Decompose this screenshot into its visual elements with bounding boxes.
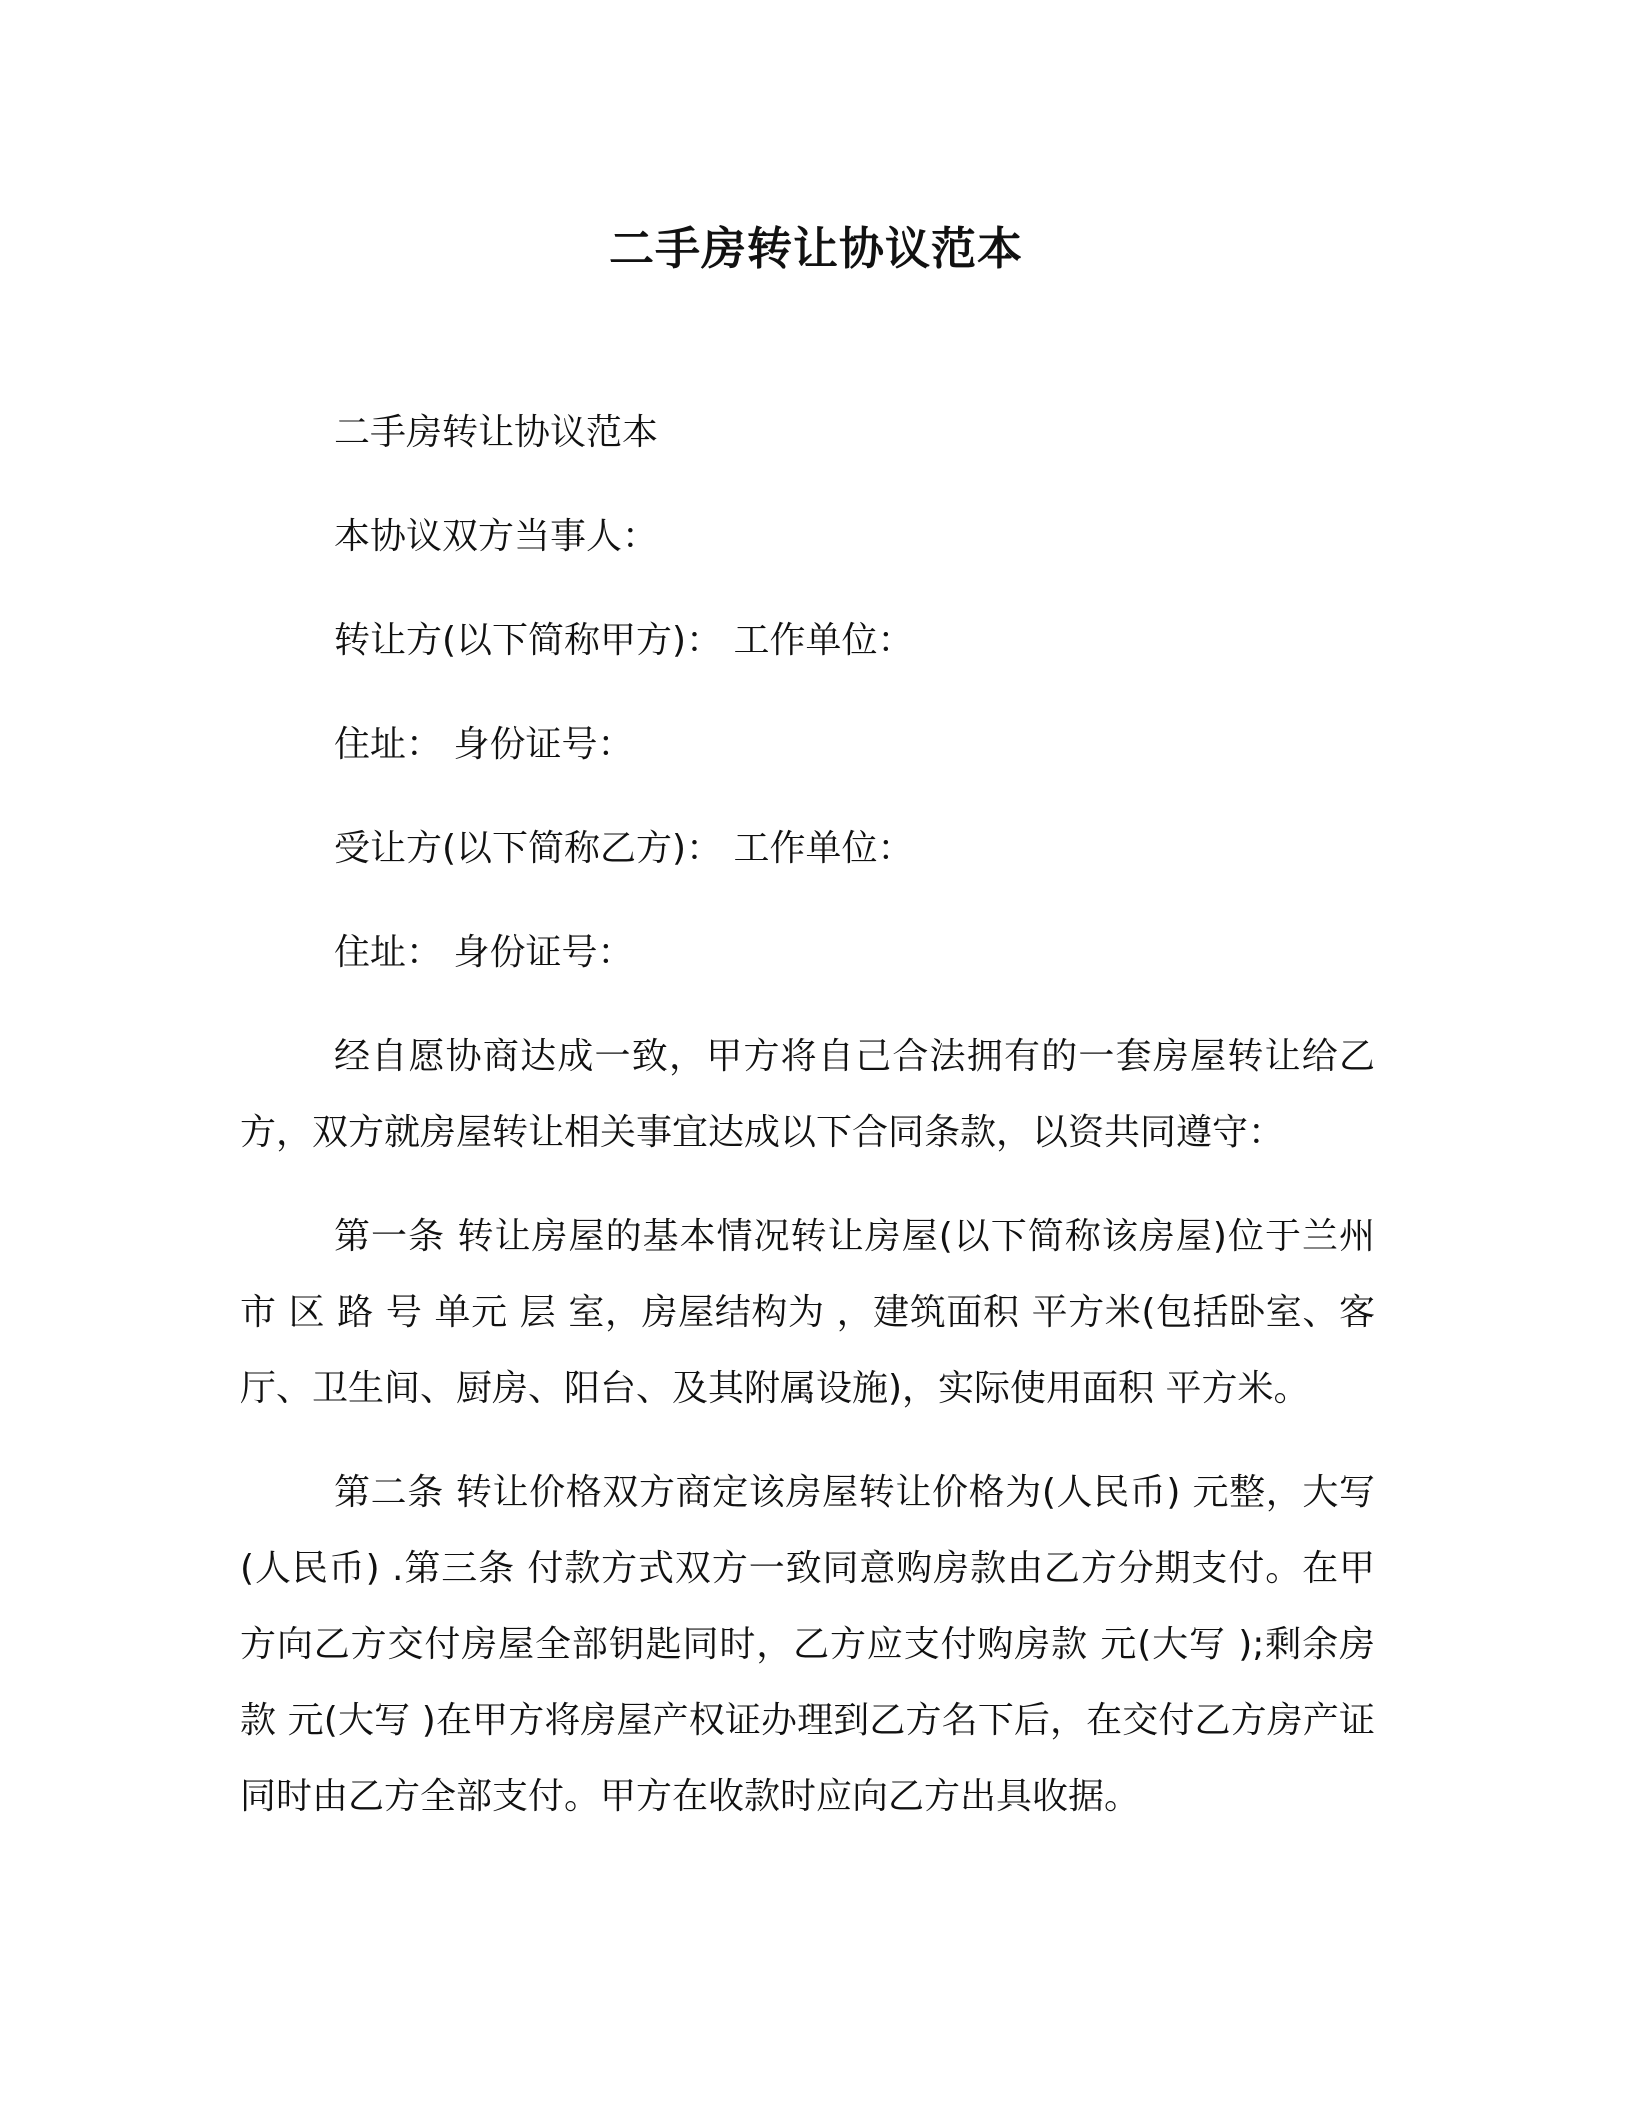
parties-heading-paragraph: 本协议双方当事人：: [334, 516, 659, 557]
subtitle-paragraph: 二手房转让协议范本: [334, 412, 659, 453]
document-body: [240, 395, 1375, 1863]
document-title: 二手房转让协议范本: [608, 222, 1023, 275]
transferor-paragraph: 转让方(以下简称甲方)： 工作单位：: [334, 620, 914, 661]
article-one-paragraph: 第一条 转让房屋的基本情况转让房屋(以下简称该房屋)位于兰州市 区 路 号 单元 层 室，房屋结构为 ，建筑面积 平方米(包括卧室、客厅、卫生间、厨房、阳台、及其附属设施)，实际使用面积 平方米。: [240, 1216, 1375, 1409]
agreement-intro-paragraph: 经自愿协商达成一致，甲方将自己合法拥有的一套房屋转让给乙方，双方就房屋转让相关事宜达成以下合同条款，以资共同遵守：: [240, 1036, 1375, 1153]
transferor-address-paragraph: 住址： 身份证号：: [334, 724, 634, 765]
article-two-paragraph: 第二条 转让价格双方商定该房屋转让价格为(人民币) 元整，大写(人民币) .第三条 付款方式双方一致同意购房款由乙方分期支付。在甲方向乙方交付房屋全部钥匙同时，乙方应支付购房款 元(大写 );剩余房款 元(大写 )在甲方将房屋产权证办理到乙方名下后，在交付乙方房产证同时由乙方全部支付。甲方在收款时应向乙方出具收据。: [240, 1472, 1375, 1817]
transferee-address-paragraph: 住址： 身份证号：: [334, 932, 634, 973]
transferee-paragraph: 受让方(以下简称乙方)： 工作单位：: [334, 828, 914, 869]
